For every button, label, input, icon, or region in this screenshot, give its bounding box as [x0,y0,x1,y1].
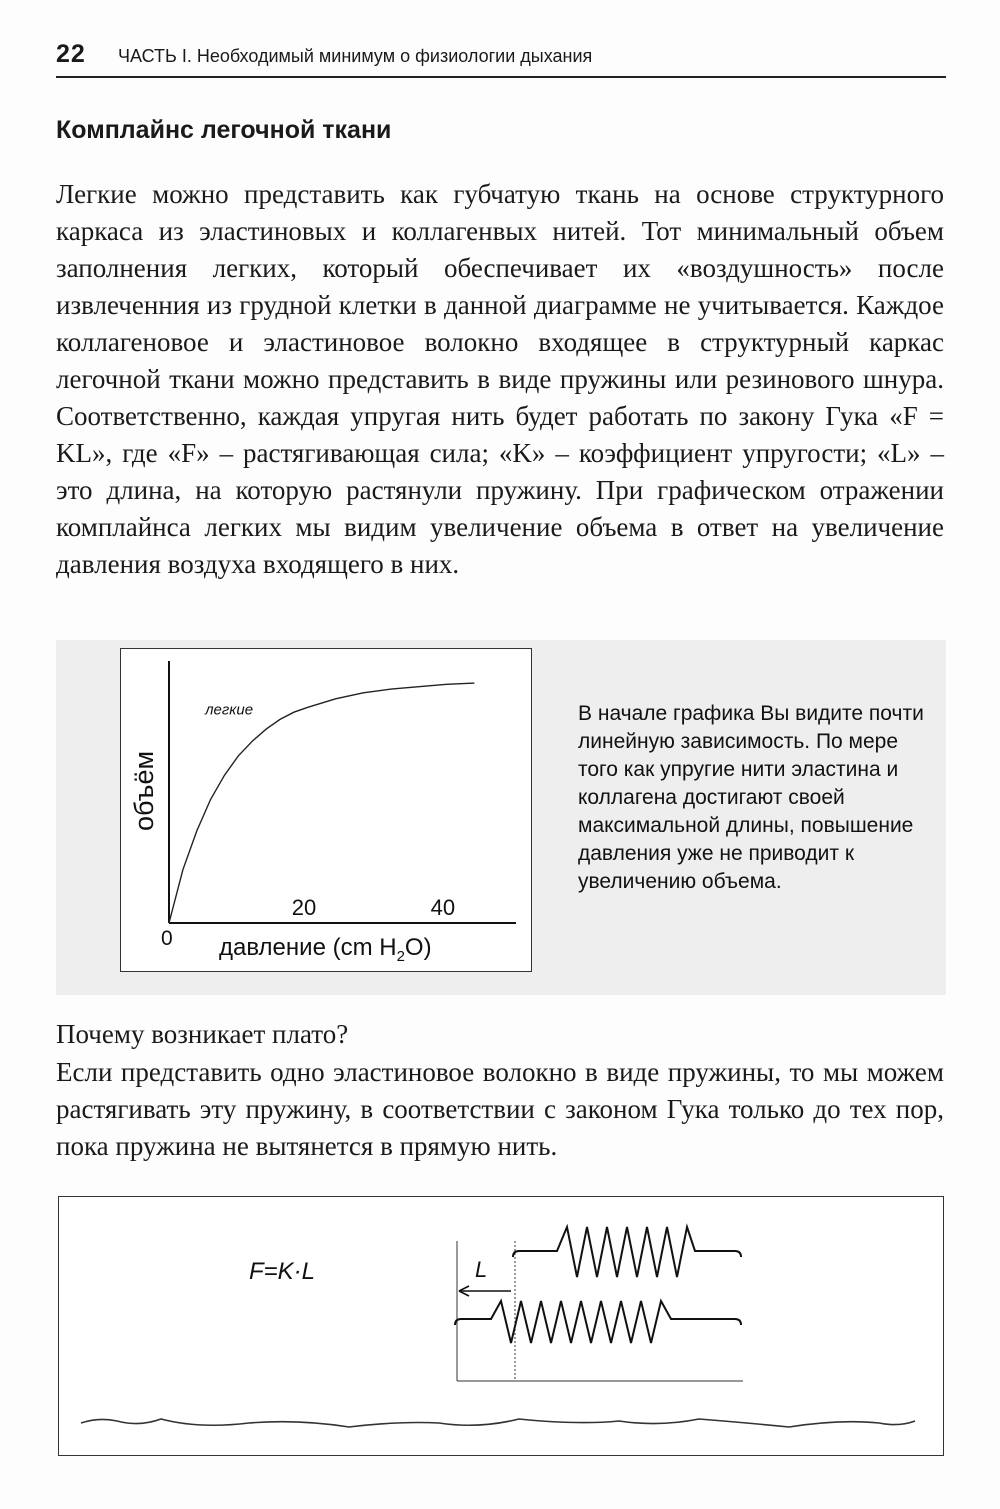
x-axis-label: давление (cm $H_2O$) [219,934,432,965]
wavy-line [81,1419,915,1427]
series-label: легкие [205,701,254,719]
y-axis-label: объём [129,750,159,832]
figure-caption: В начале графика Вы видите почти линейную зависимость. По мере того как упругие нити эластина и коллагена достигают своей максимальной длины, повышение давления уже не приводит к увеличению объема. [578,702,924,893]
x-tick-label: 20 [291,895,317,920]
paragraph-hooke-law: Легкие можно представить как губчатую ткань на основе структурного каркаса из эластиновых и коллагенвых нитей. Тот минимальный объем заполнения легких, который обеспечивает их «воздушность» после извлеченния из грудной клетки в данной диаграмме не учитывается. Каждое коллагеновое и эластиновое волокно входящее в структурный каркас легочной ткани можно представить в виде пружины или резинового шнура. Соответственно, каждая упругая нить будет работать по закону Гука «F = KL», где «F» – растягивающая сила; «K» – коэффициент упругости; «L» – это длина, на которую растянули пружину. При графическом отражении комплайнса легких мы видим увеличение объема в ответ на увеличение давления воздуха входящего в них. [56,179,944,579]
x-tick-label: 40 [430,895,456,920]
paragraph-spring: Если представить одно эластиновое волокно в виде пружины, то мы можем растягивать эту пружину, в соответствии с законом Гука только до тех пор, пока пружина не вытянется в прямую нить. [56,1057,944,1161]
compliance-chart-svg [121,649,531,971]
page-header [56,40,946,78]
spring-figure-svg [59,1197,943,1455]
compliance-chart [120,648,532,972]
spring-relaxed-icon [455,1301,741,1343]
compliance-curve [169,683,474,923]
length-label: L [475,1257,488,1282]
spring-figure [58,1196,944,1456]
page-number: 22 [56,40,86,68]
question-plateau: Почему возникает плато? [56,1019,349,1049]
hooke-formula: F=K·L [249,1258,316,1285]
spring-stretched-icon [513,1227,741,1277]
origin-label: 0 [161,927,173,950]
running-title: ЧАСТЬ I. Необходимый минимум о физиологии дыхания [118,46,593,66]
section-title: Комплайнс легочной ткани [56,116,392,144]
